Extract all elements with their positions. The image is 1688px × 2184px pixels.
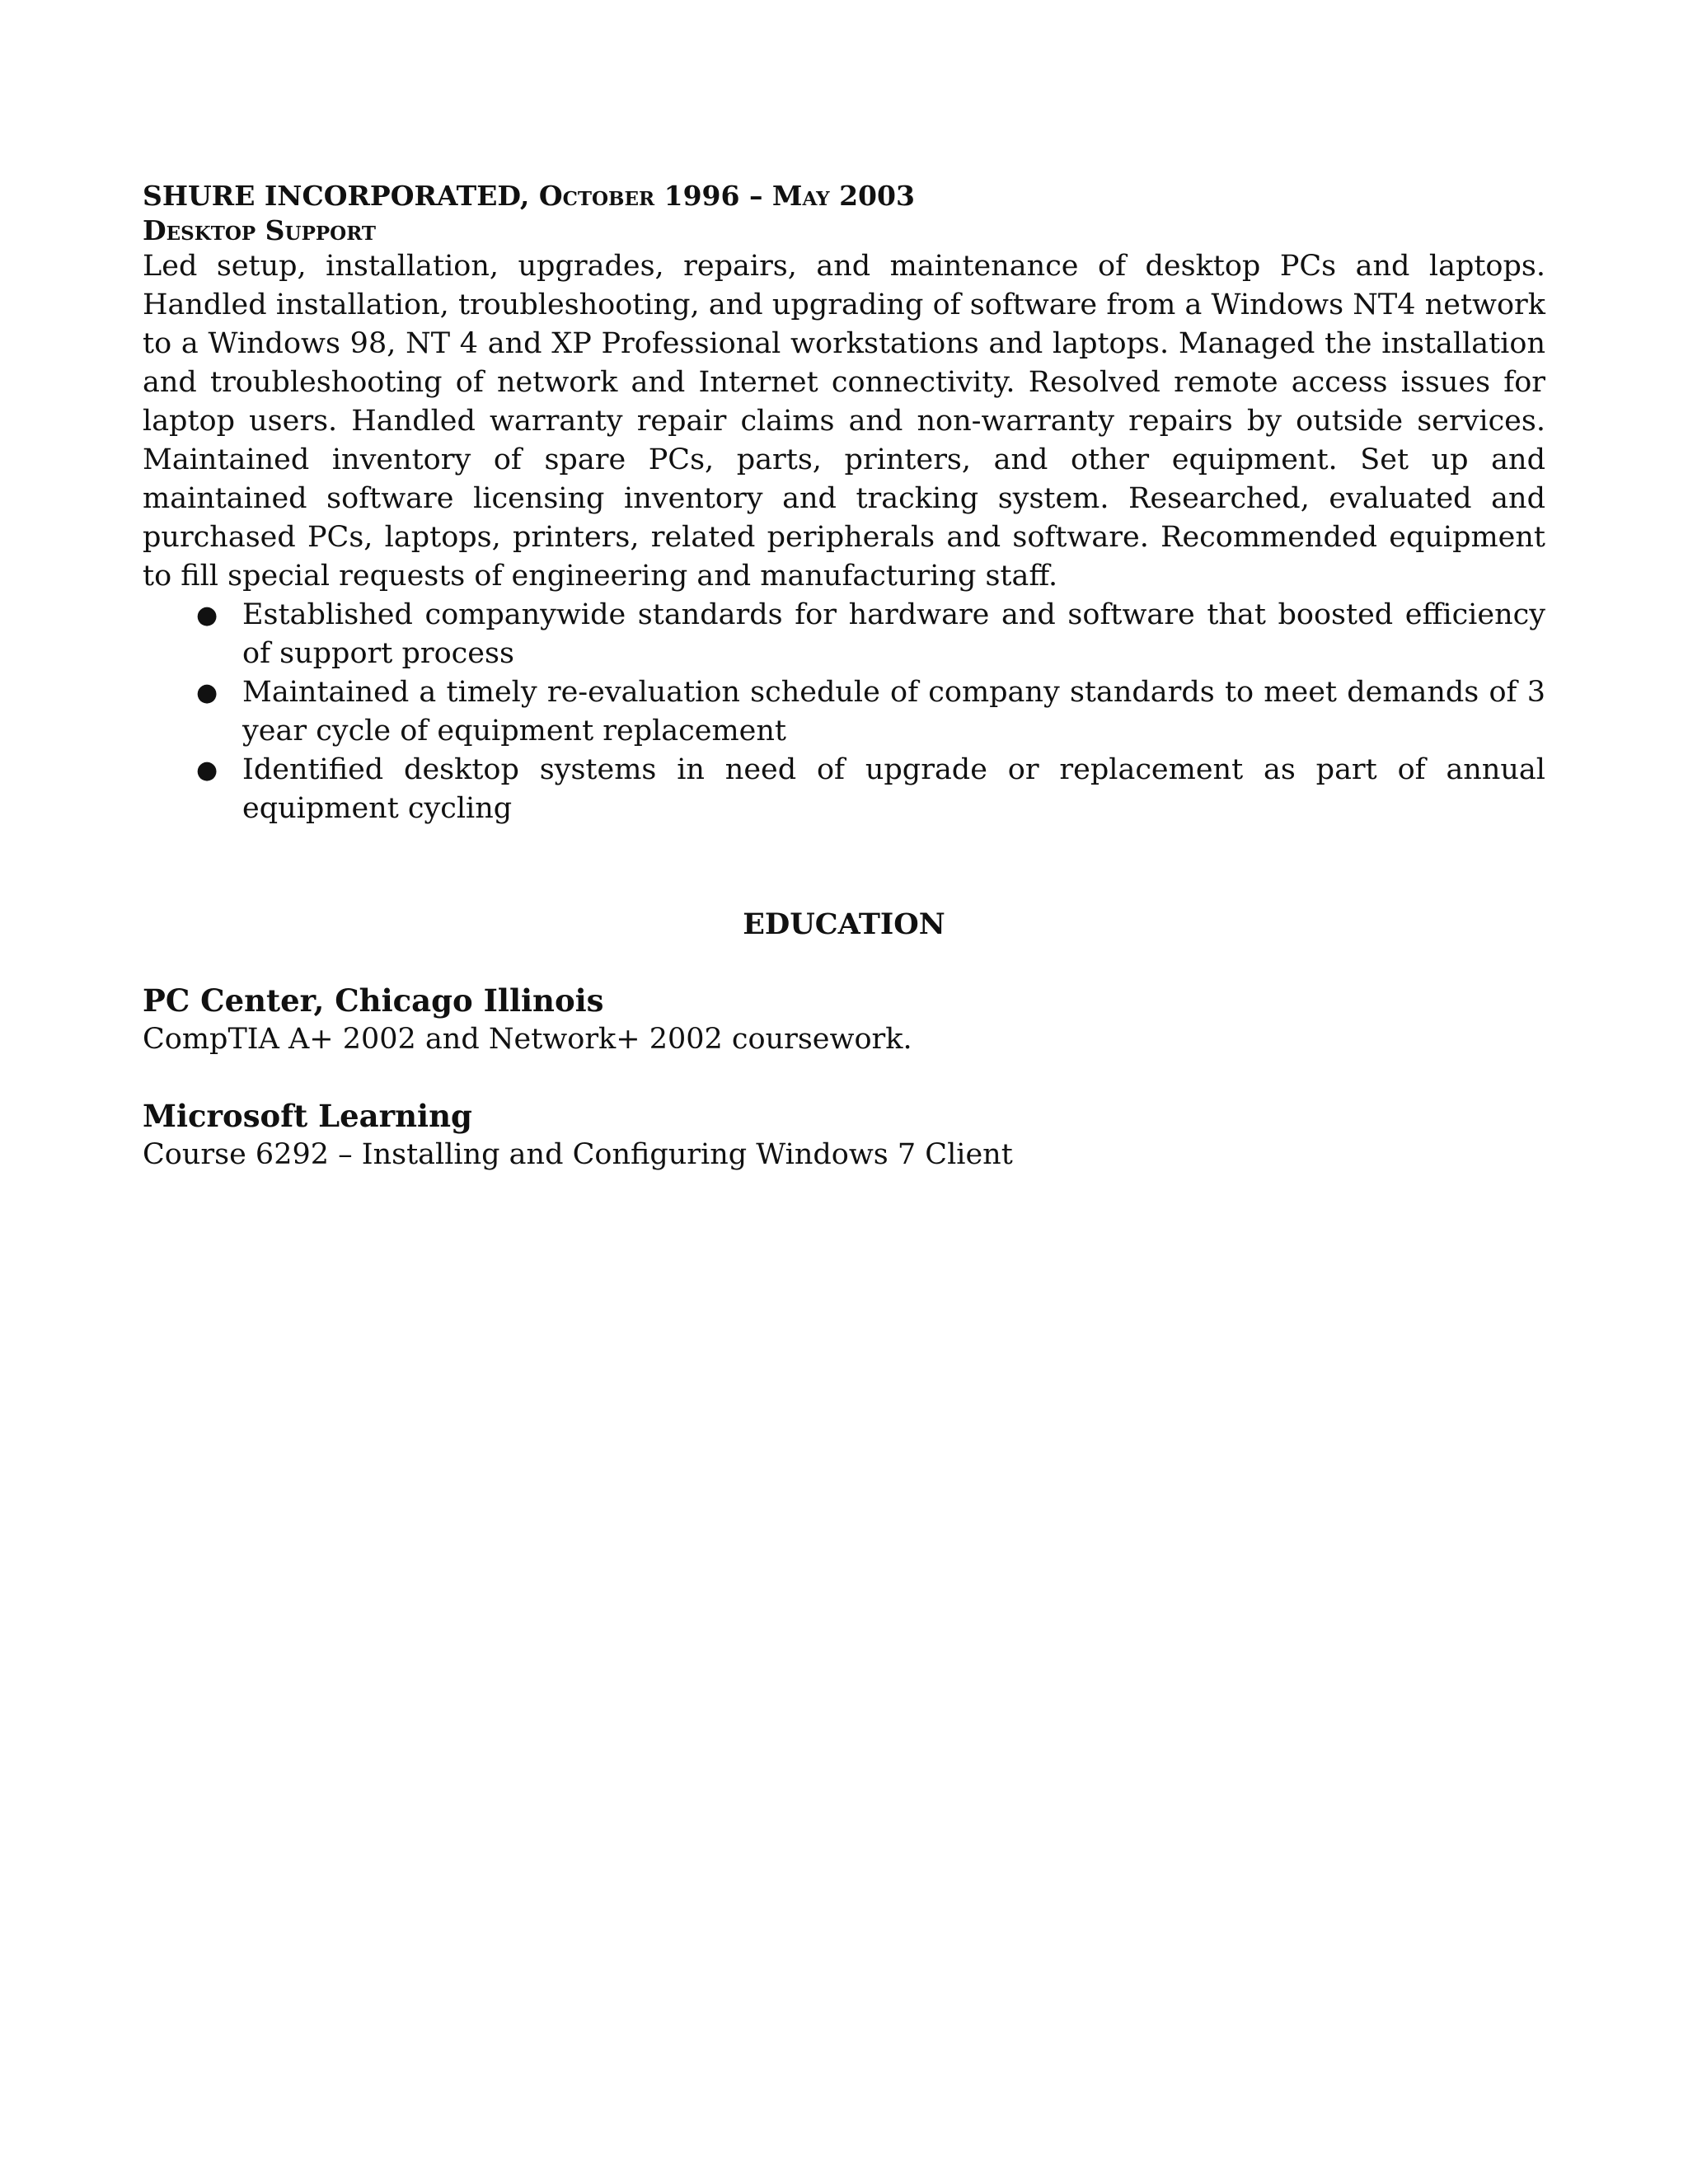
education-detail: CompTIA A+ 2002 and Network+ 2002 coursework. — [143, 1023, 912, 1056]
bullet-icon: ● — [196, 601, 218, 630]
education-entry — [143, 1097, 1545, 1174]
achievement-item — [143, 673, 1545, 751]
achievement-text: Identified desktop systems in need of upgrade or replacement as part of annual equipment cycling — [242, 753, 1545, 825]
bullet-icon: ● — [196, 678, 218, 707]
company-name: SHURE INCORPORATED, — [143, 180, 530, 212]
job-heading — [143, 178, 1545, 214]
education-heading: EDUCATION — [743, 907, 945, 941]
education-entry — [143, 982, 1545, 1059]
achievement-item — [143, 596, 1545, 673]
achievement-text: Maintained a timely re-evaluation schedule of company standards to meet demands of 3 year cycle of equipment replacement — [242, 676, 1545, 748]
institution-name: PC Center, Chicago Illinois — [143, 982, 604, 1019]
employment-dates: October 1996 – May 2003 — [538, 180, 915, 212]
achievement-text: Established companywide standards for hardware and software that boosted efficiency of support process — [242, 598, 1545, 670]
achievement-item — [143, 751, 1545, 828]
experience-section — [143, 178, 1545, 828]
job-title: Desktop Support — [143, 214, 377, 246]
bullet-icon: ● — [196, 756, 218, 785]
job-summary: Led setup, installation, upgrades, repairs, and maintenance of desktop PCs and laptops. Handled installation, troubleshooting, and upgrading of software from a Windows NT4 network to a Windows 98, NT 4 and XP Professional workstations and laptops. Managed the installation and troubleshooting of network and Internet connectivity. Resolved remote access issues for laptop users. Handled warranty repair claims and non-warranty repairs by outside services. Maintained inventory of spare PCs, parts, printers, and other equipment. Set up and maintained software licensing inventory and tracking system. Researched, evaluated and purchased PCs, laptops, printers, related peripherals and software. Recommended equipment to fill special requests of engineering and manufacturing staff. — [143, 250, 1545, 593]
achievement-list — [143, 596, 1545, 828]
education-section — [143, 905, 1545, 1174]
institution-name: Microsoft Learning — [143, 1098, 472, 1134]
education-detail: Course 6292 – Installing and Configuring Windows 7 Client — [143, 1138, 1013, 1171]
resume-page — [143, 178, 1545, 1174]
